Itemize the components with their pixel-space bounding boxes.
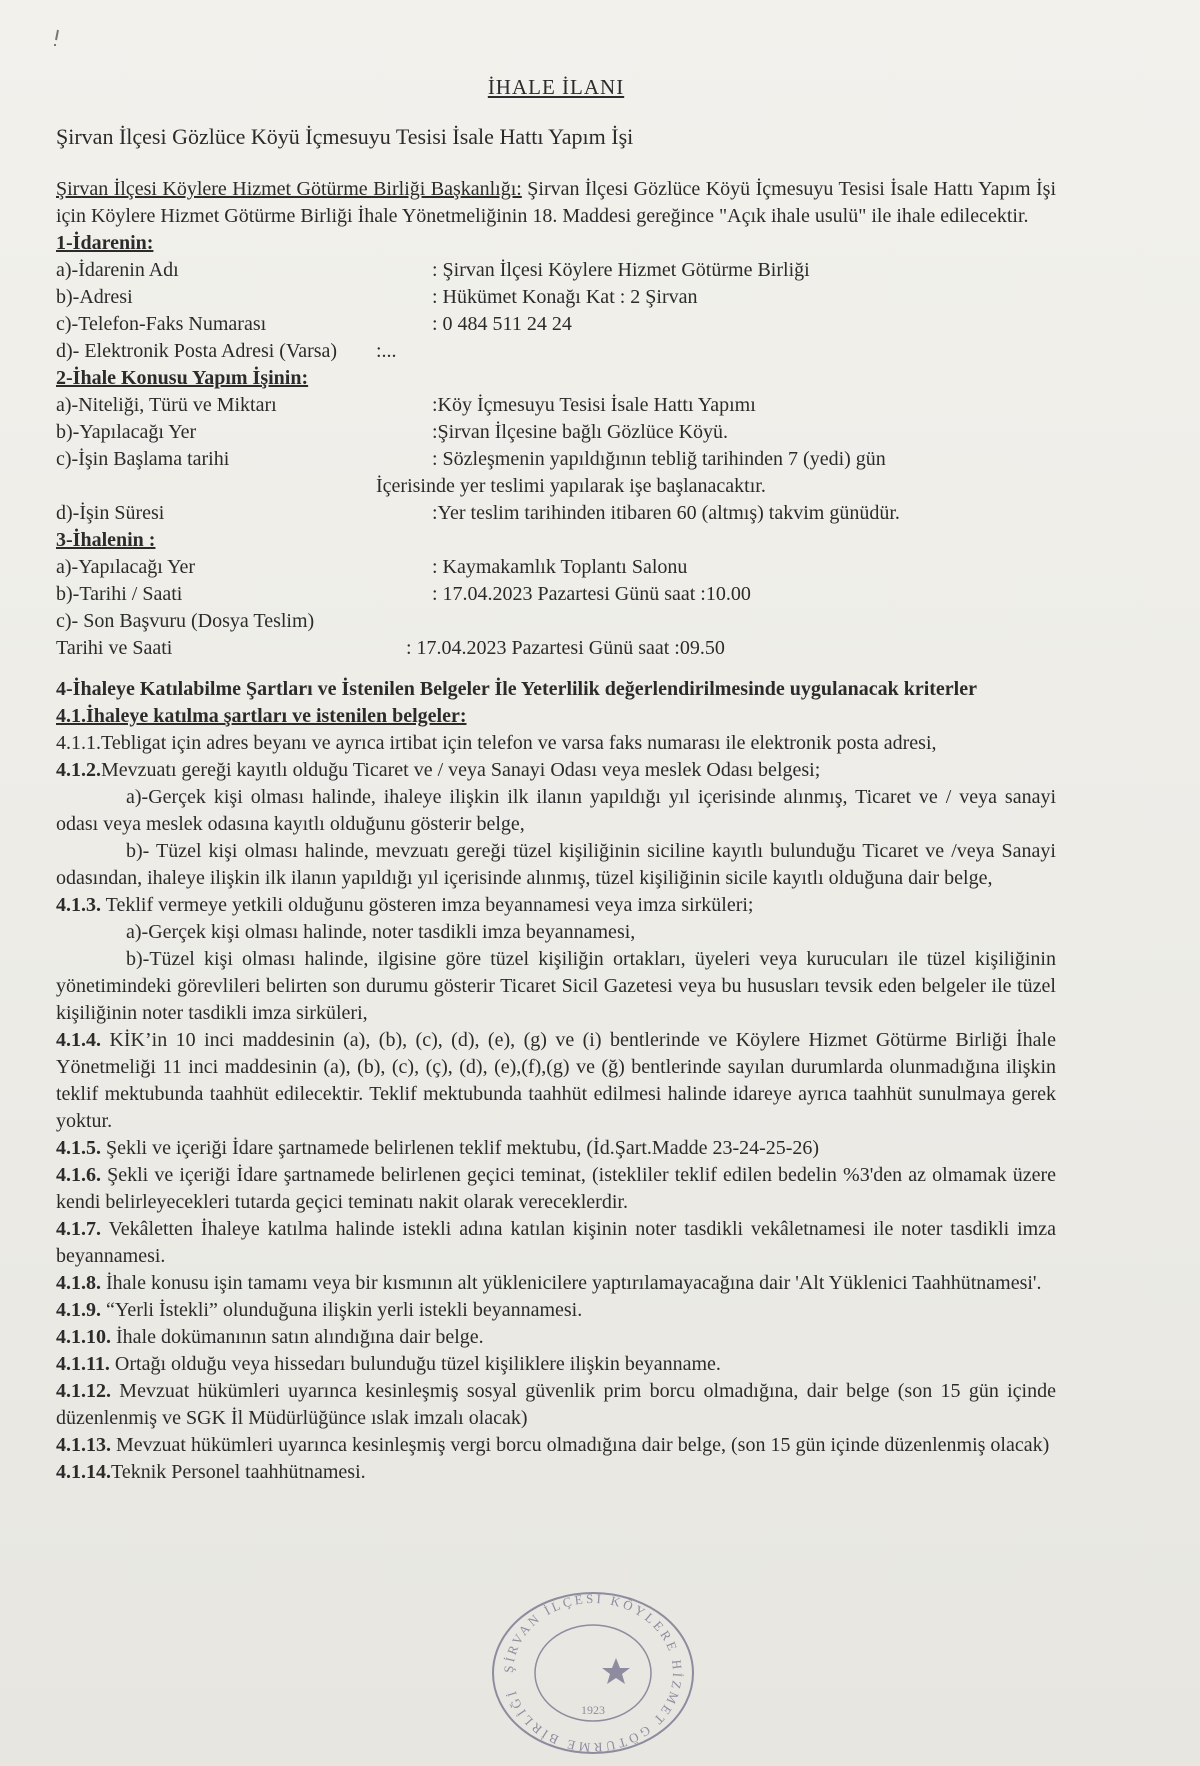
list-item: [56, 757, 1056, 784]
list-item: [56, 1297, 1056, 1324]
intro-paragraph: [56, 176, 1056, 230]
list-subitem: a)-Gerçek kişi olması halinde, ihaleye ilişkin ilk ilanın yapıldığı yıl içerisinde alınmış, Ticaret ve / veya sanayi odası veya meslek odasına kayıtlı olduğunu gösterir belge,: [56, 786, 1056, 835]
info-row: [56, 554, 1056, 581]
row-value: : Hükümet Konağı Kat : 2 Şirvan: [432, 286, 698, 308]
row-label: b)-Yapılacağı Yer: [56, 421, 197, 443]
star-icon: [602, 1658, 630, 1684]
item-number: 4.1.13.: [56, 1434, 111, 1456]
item-number: 4.1.12.: [56, 1380, 111, 1402]
item-number: 4.1.1.: [56, 732, 101, 754]
section-4-heading: 4-İhaleye Katılabilme Şartları ve İstenilen Belgeler İle Yeterlilik değerlendirilmesinde uygulanacak kriterler: [56, 678, 977, 700]
info-row: [56, 635, 1056, 662]
row-label: c)-İşin Başlama tarihi: [56, 448, 230, 470]
item-number: 4.1.3.: [56, 894, 101, 916]
info-row: [56, 284, 1056, 311]
row-label: b)-Adresi: [56, 286, 133, 308]
item-text: “Yerli İstekli” olunduğuna ilişkin yerli istekli beyannamesi.: [101, 1299, 583, 1321]
pen-mark-icon: [50, 28, 64, 56]
row-value: : Kaymakamlık Toplantı Salonu: [432, 556, 688, 578]
row-label: d)- Elektronik Posta Adresi (Varsa): [56, 340, 338, 362]
list-item: [56, 1270, 1056, 1297]
list-item: [56, 1027, 1056, 1135]
list-subitem: a)-Gerçek kişi olması halinde, noter tasdikli imza beyannamesi,: [126, 921, 636, 943]
list-subitem: b)- Tüzel kişi olması halinde, mevzuatı gereği tüzel kişiliğinin siciline kayıtlı bulunduğu Ticaret ve /veya Sanayi odasından, ihaleye ilişkin ilk ilanın yapıldığı yıl içerisinde alınmış, tüzel kişiliğinin sicile kayıtlı olduğuna dair belge,: [56, 840, 1056, 889]
section-3-rows: [56, 554, 1056, 662]
list-item: [56, 1162, 1056, 1216]
seal-year: 1923: [581, 1703, 605, 1717]
item-text: Tebligat için adres beyanı ve ayrıca irtibat için telefon ve varsa faks numarası ile elektronik posta adresi,: [101, 732, 937, 754]
svg-text:ŞİRVAN İLÇESİ KÖYLERE HİZMET G: [501, 1591, 685, 1755]
info-row: [56, 500, 1056, 527]
item-text: İhale konusu işin tamamı veya bir kısmının alt yüklenicilere yaptırılamayacağına dair 'Alt Yüklenici Taahhütnamesi'.: [101, 1272, 1042, 1294]
row-value: : 17.04.2023 Pazartesi Günü saat :09.50: [406, 637, 725, 659]
list-item: [56, 1351, 1056, 1378]
list-subitem: b)-Tüzel kişi olması halinde, ilgisine göre tüzel kişiliğin ortakları, üyeleri veya kurucuları ile tüzel kişiliğinin yönetimindeki görevlileri belirten son durumu gösterir Ticaret Sicil Gazetesi veya bu hususları tevsik eden belgeler ile tüzel kişiliğinin noter tasdikli imza sirküleri,: [56, 948, 1056, 1024]
list-item: [56, 1378, 1056, 1432]
item-text: Mevzuat hükümleri uyarınca kesinleşmiş sosyal güvenlik prim borcu olmadığına, dair belge (son 15 gün içinde düzenlenmiş ve SGK İl Müdürlüğünce ıslak imzalı olacak): [56, 1380, 1056, 1429]
item-text: İhale dokümanının satın alındığına dair belge.: [111, 1326, 484, 1348]
row-value: : 17.04.2023 Pazartesi Günü saat :10.00: [432, 583, 751, 605]
item-number: 4.1.8.: [56, 1272, 101, 1294]
list-item: [56, 730, 1056, 757]
page-title: İHALE İLANI: [487, 75, 625, 99]
row-label: a)-Niteliği, Türü ve Miktarı: [56, 394, 277, 416]
item-text: Mevzuatı gereği kayıtlı olduğu Ticaret ve / veya Sanayi Odası veya meslek Odası belgesi;: [101, 759, 821, 781]
item-text: Ortağı olduğu veya hissedarı bulunduğu tüzel kişiliklere ilişkin beyanname.: [109, 1353, 721, 1375]
item-number: 4.1.9.: [56, 1299, 101, 1321]
item-text: Mevzuat hükümleri uyarınca kesinleşmiş vergi borcu olmadığına dair belge, (son 15 gün içinde düzenlenmiş olacak): [111, 1434, 1050, 1456]
item-text: Şekli ve içeriği İdare şartnamede belirlenen teklif mektubu, (İd.Şart.Madde 23-24-25-26): [101, 1137, 820, 1159]
authority-name: Şirvan İlçesi Köylere Hizmet Götürme Birliği Başkanlığı:: [56, 178, 522, 200]
section-1-heading: 1-İdarenin:: [56, 232, 154, 254]
subtitle: Şirvan İlçesi Gözlüce Köyü İçmesuyu Tesisi İsale Hattı Yapım İşi: [56, 124, 634, 149]
row-label: c)- Son Başvuru (Dosya Teslim): [56, 610, 315, 632]
info-row: [56, 257, 1056, 284]
info-row: [56, 311, 1056, 338]
section-1-rows: [56, 257, 1056, 365]
crescent-icon: [570, 1648, 604, 1694]
section-2-rows: [56, 392, 1056, 527]
item-number: 4.1.7.: [56, 1218, 101, 1240]
row-label: b)-Tarihi / Saati: [56, 583, 183, 605]
item-text: Teknik Personel taahhütnamesi.: [111, 1461, 366, 1483]
item-number: 4.1.4.: [56, 1029, 101, 1051]
seal-ring-text: ŞİRVAN İLÇESİ KÖYLERE HİZMET GÖTÜRME BİRLİĞİ: [500, 1590, 686, 1756]
intro-text: Şirvan İlçesi Gözlüce Köyü İçmesuyu Tesisi İsale Hattı Yapım İşi için Köylere Hizmet Götürme Birliği İhale Yönetmeliğinin 18. Maddesi gereğince "Açık ihale usulü" ile ihale edilecektir.: [56, 178, 1056, 227]
row-value: :Köy İçmesuyu Tesisi İsale Hattı Yapımı: [432, 394, 756, 416]
row-value: :Yer teslim tarihinden itibaren 60 (altmış) takvim günüdür.: [432, 502, 900, 524]
info-row: [56, 392, 1056, 419]
row-label: c)-Telefon-Faks Numarası: [56, 313, 267, 335]
item-text: Teklif vermeye yetkili olduğunu gösteren imza beyannamesi veya imza sirküleri;: [101, 894, 754, 916]
section-4-1-heading: 4.1.İhaleye katılma şartları ve istenilen belgeler:: [56, 705, 467, 727]
row-label: a)-İdarenin Adı: [56, 259, 179, 281]
row-label: Tarihi ve Saati: [56, 637, 173, 659]
item-number: 4.1.6.: [56, 1164, 101, 1186]
list-item: [56, 1135, 1056, 1162]
info-row: [56, 581, 1056, 608]
item-number: 4.1.5.: [56, 1137, 101, 1159]
list-item: [56, 1459, 1056, 1486]
row-continuation: İçerisinde yer teslimi yapılarak işe başlanacaktır.: [376, 475, 766, 497]
item-number: 4.1.11.: [56, 1353, 110, 1375]
section-2-heading: 2-İhale Konusu Yapım İşinin:: [56, 367, 309, 389]
item-number: 4.1.10.: [56, 1326, 111, 1348]
list-item: [56, 1324, 1056, 1351]
info-row: [56, 338, 1056, 365]
row-label: a)-Yapılacağı Yer: [56, 556, 196, 578]
tender-announcement: [56, 66, 1056, 1486]
item-text: Şekli ve içeriği İdare şartnamede belirlenen geçici teminat, (istekliler teklif edilen bedelin %3'den az olmamak üzere kendi belirleyecekleri tutarda geçici teminatı nakit olarak vereceklerdir.: [56, 1164, 1056, 1213]
list-item: [56, 1216, 1056, 1270]
section-3-heading: 3-İhalenin :: [56, 529, 156, 551]
item-text: KİK’in 10 inci maddesinin (a), (b), (c), (d), (e), (g) ve (i) bentlerinde ve Köylere Hizmet Götürme Birliği İhale Yönetmeliği 11 inci maddesinin (a), (b), (c), (ç), (d), (e),(f),(g) ve (ğ) bentlerinde sayılan durumlarda olunmadığına ilişkin teklif mektubunda taahhüt edilecektir. Teklif mektubunda taahhüt edilmesi halinde idareye ayrıca taahhüt sunulmaya gerek yoktur.: [56, 1029, 1056, 1132]
list-item: [56, 892, 1056, 919]
info-row: [56, 446, 1056, 473]
row-value: :...: [376, 340, 397, 362]
list-item: [56, 1432, 1056, 1459]
item-number: 4.1.14.: [56, 1461, 111, 1483]
official-seal-stamp: [486, 1588, 700, 1758]
item-number: 4.1.2.: [56, 759, 101, 781]
info-row: [56, 419, 1056, 446]
row-value: : Sözleşmenin yapıldığının tebliğ tarihinden 7 (yedi) gün: [432, 448, 886, 470]
row-value: : 0 484 511 24 24: [432, 313, 572, 335]
row-label: d)-İşin Süresi: [56, 502, 165, 524]
item-text: Vekâletten İhaleye katılma halinde istekli adına katılan kişinin noter tasdikli vekâletnamesi ile noter tasdikli imza beyannamesi.: [56, 1218, 1056, 1267]
row-value: :Şirvan İlçesine bağlı Gözlüce Köyü.: [432, 421, 729, 443]
row-value: : Şirvan İlçesi Köylere Hizmet Götürme Birliği: [432, 259, 810, 281]
